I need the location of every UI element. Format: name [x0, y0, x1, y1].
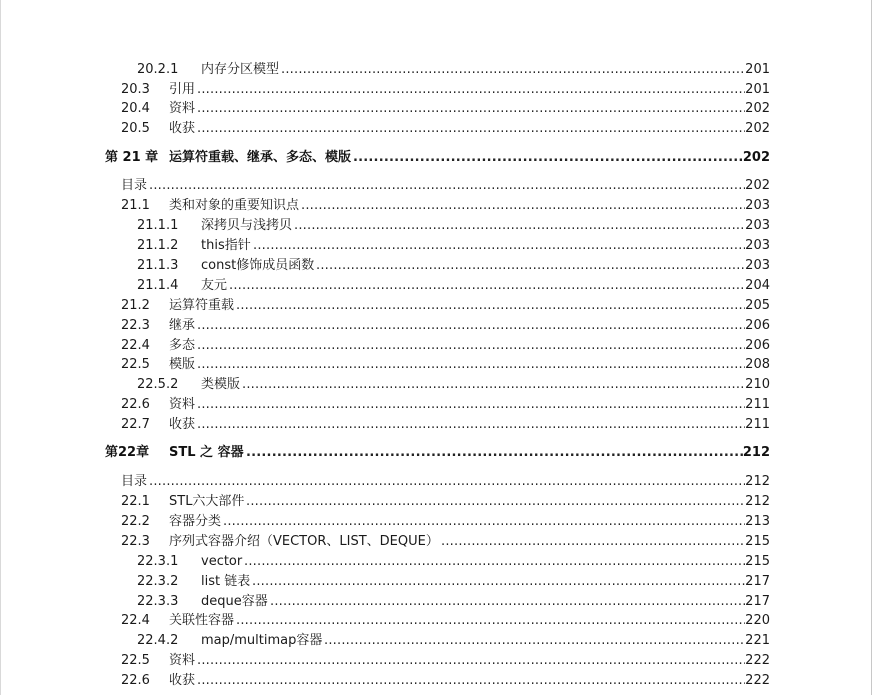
toc-entry-number: 20.4 — [121, 101, 150, 116]
toc-dot-leader — [324, 631, 745, 651]
toc-dot-leader — [281, 60, 745, 80]
toc-dot-leader — [301, 196, 745, 216]
toc-entry-row[interactable] — [1, 99, 871, 119]
toc-page-number: 202 — [742, 150, 770, 165]
toc-entry-number: 21.1.4 — [137, 278, 179, 293]
toc-entry-row[interactable] — [1, 276, 871, 296]
toc-dot-leader — [197, 99, 745, 119]
toc-entry-title: 运算符重载、继承、多态、模版 — [169, 150, 352, 165]
toc-page-number: 203 — [745, 198, 770, 213]
toc-entry-number: 22.6 — [121, 673, 150, 688]
toc-entry-title: deque容器 — [201, 594, 268, 609]
toc-entry-number: 22.4.2 — [137, 633, 179, 648]
toc-entry-number: 21.1 — [121, 198, 150, 213]
toc-dot-leader — [246, 492, 745, 512]
toc-dot-leader — [244, 552, 745, 572]
toc-page-number: 203 — [745, 258, 770, 273]
toc-dot-leader — [197, 336, 745, 356]
toc-entry-number: 22.5 — [121, 357, 150, 372]
toc-dot-leader — [270, 592, 745, 612]
toc-entry-number: 目录 — [121, 474, 148, 489]
toc-entry-title: vector — [201, 554, 243, 569]
toc-entry-row[interactable] — [1, 336, 871, 356]
toc-page-number: 212 — [745, 494, 770, 509]
toc-entry-row[interactable] — [1, 611, 871, 631]
toc-entry-number: 22.4 — [121, 338, 150, 353]
toc-page-number: 202 — [745, 101, 770, 116]
toc-entry-number: 目录 — [121, 178, 148, 193]
toc-entry-row[interactable] — [1, 355, 871, 375]
toc-page-number: 220 — [745, 613, 770, 628]
toc-entry-number: 22.3.1 — [137, 554, 179, 569]
toc-entry-row[interactable] — [1, 472, 871, 492]
toc-dot-leader — [223, 512, 745, 532]
toc-page-number: 203 — [745, 238, 770, 253]
toc-page-number: 201 — [745, 82, 770, 97]
toc-dot-leader — [197, 415, 745, 435]
toc-page-number: 215 — [745, 534, 770, 549]
toc-entry-row[interactable] — [1, 119, 871, 139]
toc-entry-number: 22.4 — [121, 613, 150, 628]
toc-entry-title: 资料 — [169, 653, 196, 668]
toc-chapter-row[interactable] — [1, 148, 871, 168]
toc-entry-title: 容器分类 — [169, 514, 222, 529]
toc-page-number: 213 — [745, 514, 770, 529]
toc-entry-row[interactable] — [1, 375, 871, 395]
toc-entry-title: 深拷贝与浅拷贝 — [201, 218, 293, 233]
toc-entry-number: 22.3 — [121, 534, 150, 549]
toc-page-number: 203 — [745, 218, 770, 233]
toc-page-number: 205 — [745, 298, 770, 313]
toc-entry-row[interactable] — [1, 631, 871, 651]
toc-entry-row[interactable] — [1, 196, 871, 216]
toc-entry-title: const修饰成员函数 — [201, 258, 315, 273]
toc-page-number: 202 — [745, 178, 770, 193]
toc-entry-row[interactable] — [1, 552, 871, 572]
toc-entry-title: 关联性容器 — [169, 613, 235, 628]
toc-page-number: 202 — [745, 121, 770, 136]
toc-dot-leader — [229, 276, 745, 296]
toc-entry-number: 22.3.3 — [137, 594, 179, 609]
toc-entry-row[interactable] — [1, 316, 871, 336]
toc-dot-leader — [197, 355, 745, 375]
toc-entry-number: 20.2.1 — [137, 62, 179, 77]
toc-dot-leader — [236, 296, 745, 316]
toc-dot-leader — [242, 375, 745, 395]
toc-entry-row[interactable] — [1, 236, 871, 256]
toc-dot-leader — [197, 316, 745, 336]
toc-page-number: 211 — [745, 397, 770, 412]
toc-entry-title: 类和对象的重要知识点 — [169, 198, 300, 213]
toc-entry-title: list 链表 — [201, 574, 251, 589]
toc-dot-leader — [149, 176, 745, 196]
toc-dot-leader — [197, 119, 745, 139]
toc-entry-title: 收获 — [169, 673, 196, 688]
toc-entry-title: 多态 — [169, 338, 196, 353]
toc-page-number: 206 — [745, 338, 770, 353]
toc-entry-number: 21.1.1 — [137, 218, 179, 233]
toc-entry-title: 运算符重载 — [169, 298, 235, 313]
toc-entry-number: 22.6 — [121, 397, 150, 412]
toc-page-number: 206 — [745, 318, 770, 333]
toc-page-number: 211 — [745, 417, 770, 432]
toc-dot-leader — [197, 395, 745, 415]
toc-page-number: 215 — [745, 554, 770, 569]
toc-entry-row[interactable] — [1, 296, 871, 316]
toc-entry-number: 22.5.2 — [137, 377, 179, 392]
toc-entry-row[interactable] — [1, 80, 871, 100]
toc-entry-row[interactable] — [1, 671, 871, 691]
toc-entry-number: 21.2 — [121, 298, 150, 313]
toc-entry-row[interactable] — [1, 592, 871, 612]
toc-dot-leader — [236, 611, 745, 631]
toc-page-number: 212 — [745, 474, 770, 489]
toc-entry-row[interactable] — [1, 572, 871, 592]
toc-entry-title: 资料 — [169, 397, 196, 412]
toc-entry-number: 22.3.2 — [137, 574, 179, 589]
toc-dot-leader — [149, 472, 745, 492]
toc-dot-leader — [197, 80, 745, 100]
toc-entry-title: 收获 — [169, 417, 196, 432]
toc-page-number: 217 — [745, 594, 770, 609]
toc-page-number: 222 — [745, 653, 770, 668]
toc-entry-title: STL 之 容器 — [169, 445, 244, 460]
toc-entry-title: this指针 — [201, 238, 251, 253]
toc-dot-leader — [294, 216, 745, 236]
toc-entry-row[interactable] — [1, 492, 871, 512]
toc-entry-row[interactable] — [1, 60, 871, 80]
toc-page-number: 208 — [745, 357, 770, 372]
toc-entry-title: 友元 — [201, 278, 228, 293]
toc-dot-leader — [316, 256, 745, 276]
toc-entry-number: 第 21 章 — [105, 150, 159, 165]
toc-dot-leader — [253, 236, 745, 256]
toc-entry-number: 22.5 — [121, 653, 150, 668]
toc-entry-title: 内存分区模型 — [201, 62, 280, 77]
toc-chapter-row[interactable] — [1, 443, 871, 463]
toc-entry-row[interactable] — [1, 512, 871, 532]
toc-dot-leader — [197, 671, 745, 691]
toc-page-number: 201 — [745, 62, 770, 77]
toc-page-number: 204 — [745, 278, 770, 293]
toc-entry-row[interactable] — [1, 651, 871, 671]
toc-page-number: 212 — [742, 445, 770, 460]
toc-entry-row[interactable] — [1, 216, 871, 236]
toc-entry-title: 收获 — [169, 121, 196, 136]
toc-entry-title: 资料 — [169, 101, 196, 116]
toc-entry-number: 20.5 — [121, 121, 150, 136]
toc-entry-title: 引用 — [169, 82, 196, 97]
toc-entry-row[interactable] — [1, 395, 871, 415]
toc-entry-title: 序列式容器介绍（VECTOR、LIST、DEQUE） — [169, 534, 439, 549]
toc-entry-row[interactable] — [1, 532, 871, 552]
toc-page-number: 217 — [745, 574, 770, 589]
toc-entry-title: 类模版 — [201, 377, 241, 392]
toc-dot-leader — [246, 443, 743, 463]
toc-dot-leader — [353, 148, 743, 168]
toc-entry-number: 21.1.2 — [137, 238, 179, 253]
toc-entry-title: 模版 — [169, 357, 196, 372]
toc-entry-row[interactable] — [1, 176, 871, 196]
toc-entry-title: map/multimap容器 — [201, 633, 323, 648]
toc-page-number: 210 — [745, 377, 770, 392]
toc-entry-number: 第22章 — [105, 445, 150, 460]
toc-dot-leader — [197, 651, 745, 671]
toc-entry-row[interactable] — [1, 256, 871, 276]
toc-entry-number: 21.1.3 — [137, 258, 179, 273]
toc-dot-leader — [441, 532, 745, 552]
toc-entry-number: 22.2 — [121, 514, 150, 529]
toc-entry-title: STL六大部件 — [169, 494, 245, 509]
toc-dot-leader — [252, 572, 745, 592]
toc-entry-number: 22.7 — [121, 417, 150, 432]
toc-entry-number: 22.1 — [121, 494, 150, 509]
toc-page-number: 222 — [745, 673, 770, 688]
toc-entry-number: 20.3 — [121, 82, 150, 97]
toc-entry-row[interactable] — [1, 415, 871, 435]
toc-entry-number: 22.3 — [121, 318, 150, 333]
toc-page-number: 221 — [745, 633, 770, 648]
toc-entry-title: 继承 — [169, 318, 196, 333]
